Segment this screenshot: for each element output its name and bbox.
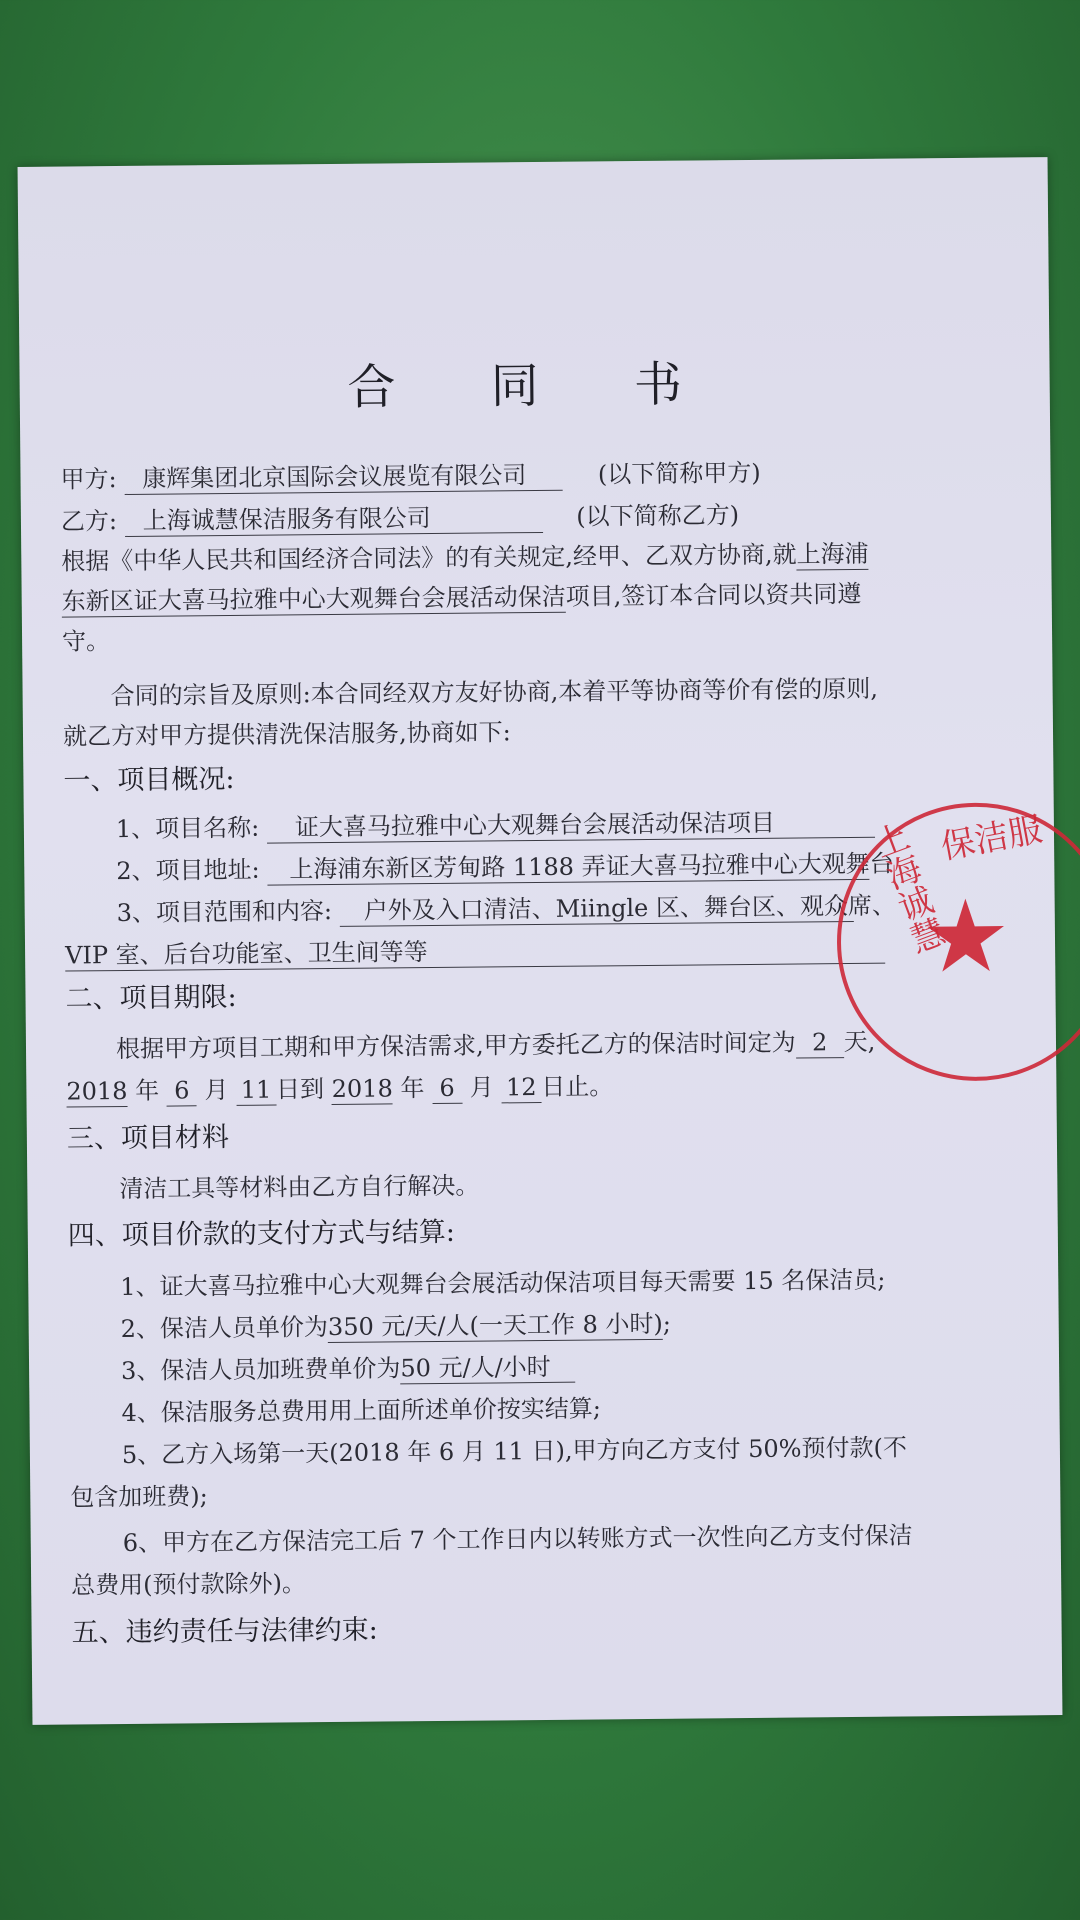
term-line-1 <box>116 1027 876 1065</box>
contract-page <box>18 157 1063 1725</box>
payment-item-4: 4、保洁服务总费用用上面所述单价按实结算; <box>121 1394 601 1428</box>
year-label: 年 <box>135 1076 160 1105</box>
project-name-line <box>116 807 875 845</box>
overtime-price-label: 3、保洁人员加班费单价为 <box>120 1354 401 1386</box>
date-end-label: 日止。 <box>541 1072 614 1101</box>
party-b-note: (以下简称乙方) <box>576 501 740 531</box>
party-a-name: 康辉集团北京国际会议展览有限公司 <box>124 460 562 495</box>
project-scope-label: 3、项目范围和内容: <box>116 896 333 928</box>
section-3-heading: 三、项目材料 <box>66 1121 230 1155</box>
project-scope-line <box>116 891 897 929</box>
month-label-2: 月 <box>469 1073 494 1102</box>
month-label: 月 <box>204 1075 229 1105</box>
payment-item-5: 5、乙方入场第一天(2018 年 6 月 11 日),甲方向乙方支付 50%预付款(不 <box>121 1433 908 1470</box>
payment-item-3 <box>121 1352 575 1387</box>
principle-line-1: 合同的宗旨及原则:本合同经双方友好协商,本着平等协商等价有偿的原则, <box>110 674 879 711</box>
intro-project-name: 东新区证大喜马拉雅中心大观舞台会展活动保洁 <box>61 582 566 616</box>
star-icon: ★ <box>920 877 1012 996</box>
start-month: 6 <box>167 1075 197 1106</box>
party-a-note: (以下简称甲方) <box>597 458 761 489</box>
project-address-label: 2、项目地址: <box>116 855 260 886</box>
start-year: 2018 <box>66 1076 128 1106</box>
project-scope-value-1: 户外及入口清洁、Miingle 区、舞台区、观众席、 <box>340 891 854 927</box>
unit-price-label: 2、保洁人员单价为 <box>120 1313 329 1344</box>
section-4-heading: 四、项目价款的支付方式与结算: <box>67 1216 456 1252</box>
party-b-line <box>61 500 739 538</box>
project-scope-value-2: VIP 室、后台功能室、卫生间等等 <box>65 933 885 972</box>
intro-line-1 <box>61 539 869 578</box>
section-1-heading: 一、项目概况: <box>63 763 235 797</box>
intro-text-cont: 项目,签订本合同以资共同遵 <box>565 579 862 611</box>
stamp-text-top: 保洁服 <box>937 809 1046 868</box>
unit-price-value: 350 元/天/人(一天工作 8 小时) <box>327 1309 663 1342</box>
party-a-label: 甲方: <box>60 465 117 494</box>
intro-line-2 <box>62 579 862 618</box>
party-b-name: 上海诚慧保洁服务有限公司 <box>125 502 543 537</box>
section-5-heading: 五、违约责任与法律约束: <box>71 1614 378 1649</box>
term-line-2 <box>66 1071 613 1107</box>
start-day: 11 <box>236 1075 276 1106</box>
term-text: 根据甲方项目工期和甲方保洁需求,甲方委托乙方的保洁时间定为 <box>115 1028 796 1064</box>
end-year: 2018 <box>331 1074 393 1104</box>
section-2-heading: 二、项目期限: <box>65 981 237 1015</box>
project-name-value: 证大喜马拉雅中心大观舞台会展活动保洁项目 <box>267 807 875 844</box>
materials-line: 清洁工具等材料由乙方自行解决。 <box>119 1171 480 1204</box>
principle-line-2: 就乙方对甲方提供清洗保洁服务,协商如下: <box>62 718 511 751</box>
end-day: 12 <box>501 1072 541 1103</box>
payment-item-1: 1、证大喜马拉雅中心大观舞台会展活动保洁项目每天需要 15 名保洁员; <box>120 1265 886 1302</box>
payment-item-6: 6、甲方在乙方保洁完工后 7 个工作日内以转账方式一次性向乙方支付保洁 <box>122 1521 913 1558</box>
intro-project-location: 上海浦 <box>796 539 869 569</box>
document-title: 合 同 书 <box>347 356 723 416</box>
project-scope-line-2 <box>65 933 885 972</box>
party-b-label: 乙方: <box>60 507 118 536</box>
term-text-unit: 天, <box>843 1027 876 1057</box>
project-address-line <box>116 849 894 887</box>
project-name-label: 1、项目名称: <box>115 813 260 844</box>
stamp-text-left: 上海诚慧 <box>863 817 949 959</box>
party-a-line <box>60 458 760 496</box>
intro-text: 根据《中华人民共和国经济合同法》的有关规定,经甲、乙双方协商,就 <box>61 540 797 576</box>
payment-item-6-cont: 总费用(预付款除外)。 <box>71 1569 307 1600</box>
project-address-value: 上海浦东新区芳甸路 1188 弄证大喜马拉雅中心大观舞台 <box>267 849 869 886</box>
payment-item-5-cont: 包含加班费); <box>70 1482 208 1512</box>
date-to-label: 日到 <box>275 1075 325 1104</box>
payment-item-2 <box>121 1309 672 1345</box>
intro-line-3: 守。 <box>61 627 111 656</box>
overtime-price-value: 50 元/人/小时 <box>400 1352 575 1385</box>
unit-price-end: ; <box>662 1309 672 1338</box>
end-month: 6 <box>432 1073 462 1104</box>
term-days: 2 <box>795 1027 843 1058</box>
year-label-2: 年 <box>400 1074 425 1103</box>
